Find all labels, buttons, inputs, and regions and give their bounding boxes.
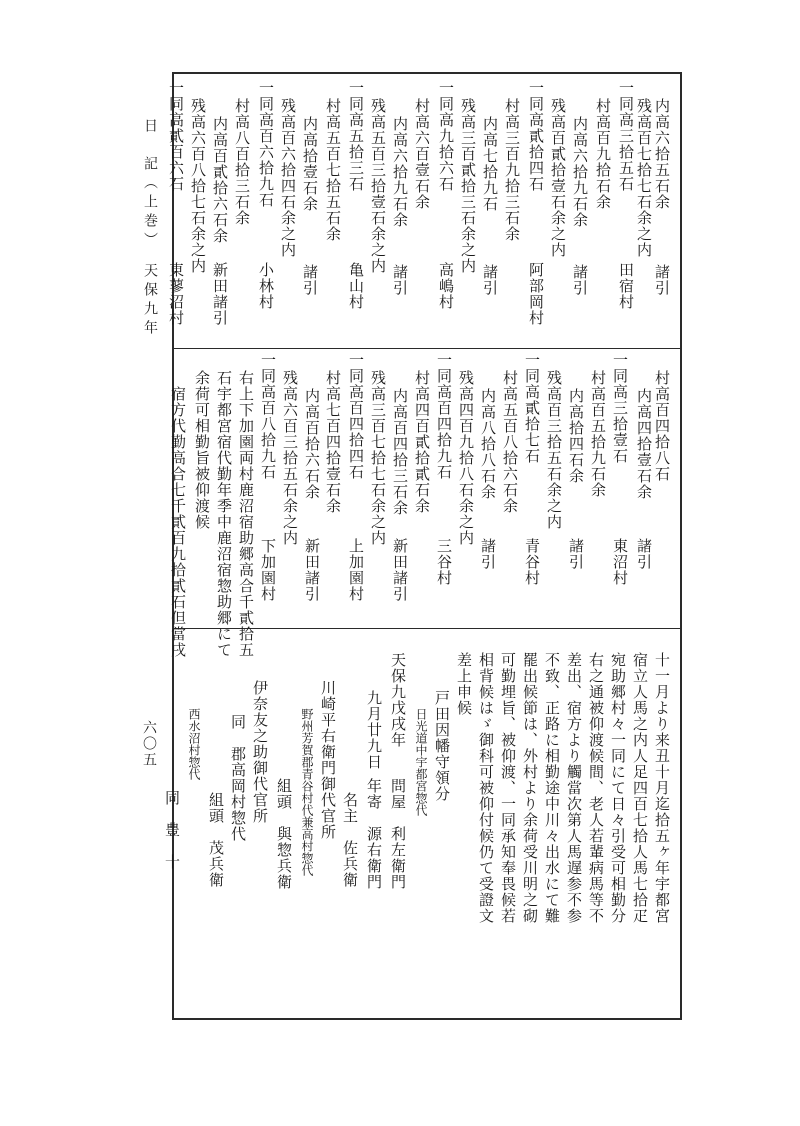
running-head: 日 記（上巻） 天保九年 [142,118,158,339]
section-1-line: 一同高九拾六石 [437,80,455,192]
section-3-line: 年寄 源右衛門 [365,778,383,890]
section-3-line: 同 郡高岡村惣代 [229,714,247,842]
section-2-line: 石宇都宮宿代勤年季中鹿沼宿惣助郷にて [215,370,233,658]
section-3-line: 宛助郷村々一同にて日々引受可相勤分 [609,652,627,924]
section-1-line: 残高百貳拾壹石余之内 [549,98,567,258]
section-1-line: 阿部岡村 [527,262,545,326]
section-1-line: 内高拾壹石余 [301,116,319,212]
section-1-line: 内高六拾九石余 [391,116,409,228]
section-1-line: 亀山村 [347,262,365,310]
section-1-line: 残高百七拾七石余之内 [635,98,653,258]
section-3-line: 野州芳賀郡青谷村代兼高村惣代 [300,708,314,876]
section-2-line: 内高四拾壹石余 [635,388,653,500]
section-2-line: 残高百三拾五石余之内 [545,370,563,530]
section-3-line: 十一月より来丑十月迄拾五ヶ年宇都宮 [653,652,671,924]
section-1-line: 諸引 [301,264,319,296]
section-2-line: 上加園村 [347,538,365,602]
section-1-line: 諸引 [391,264,409,296]
section-1-line: 小林村 [257,262,275,310]
section-1-line: 諸引 [481,264,499,296]
section-3-line: 伊奈友之助御代官所 [251,680,269,824]
section-1-line: 高嶋村 [437,262,455,310]
section-1-line: 一同高五拾三石 [347,80,365,192]
section-3-line: 相背候はゞ御科可被仰付候仍て受證文 [477,652,495,924]
section-3-line: 九月廿九日 [365,690,383,770]
section-3-line: 川崎平右衛門御代官所 [319,680,337,840]
section-3-line: 日光道中宇都宮惣代 [414,708,428,816]
section-2-line: 右上下加園両村鹿沼宿助郷高合千貳拾五 [237,370,255,658]
section-2-line: 内高百拾六石余 [303,388,321,500]
section-1-line: 新田諸引 [211,262,229,326]
section-2-line: 内高拾四石余 [567,388,585,484]
section-1-line: 東蓼沼村 [167,262,185,326]
section-1-line: 内高七拾九石 [481,116,499,212]
section-1-line: 内高百貳拾六石余 [211,116,229,244]
section-1-line: 一同高貳百六石 [167,80,185,192]
section-2-line: 余荷可相勤旨被仰渡候 [193,370,211,530]
section-1-line: 村高五百七拾五石余 [324,98,342,242]
section-1-line: 残高三百貳拾三石余之内 [459,98,477,274]
section-2-line: 宿方代勤高合七千貳百九拾貳石但當戌 [169,386,187,658]
section-2-line: 新田諸引 [303,538,321,602]
section-2-line: 諸引 [479,538,497,570]
section-1-line: 村高三百九拾三石余 [503,98,521,242]
section-1-line: 諸引 [653,264,671,296]
section-1-line: 内高六拾九石余 [571,116,589,228]
section-3-line: 組頭 茂兵衛 [207,792,225,888]
section-2-line: 残高三百七拾七石余之内 [369,370,387,546]
section-3-line: 不致、正路に相勤途中川々出水にて難 [543,652,561,924]
section-2-line: 青谷村 [523,538,541,586]
section-3-line: 天保九戊戌年 [389,652,407,748]
section-1-line: 田宿村 [617,262,635,310]
section-3-line: 罷出候節は、外村より余荷受川明之砌 [521,652,539,924]
section-1-line: 一同高百六拾九石 [257,80,275,208]
section-2-line: 村高百四拾八石 [653,370,671,482]
section-3-line: 差出、宿方より觸當次第人馬遅参不参 [565,652,583,924]
section-1-line: 村高八百拾三石余 [233,98,251,226]
section-2-line: 諸引 [635,538,653,570]
section-2-line: 一同高百四拾四石 [347,352,365,480]
section-1-line: 一同高貳拾四石 [527,80,545,192]
section-1-line: 一同高三拾五石 [617,80,635,192]
section-3-line: 右之通被仰渡候間、老人若輩病馬等不 [587,652,605,924]
section-2-line: 下加園村 [259,538,277,602]
section-2-line: 村高七百四拾壹石余 [324,370,342,514]
page-number: 六〇五 [141,720,157,768]
section-1-line: 諸引 [571,264,589,296]
section-2-line: 一同高貳拾七石 [523,352,541,464]
section-3-line: 戸田因幡守領分 [433,690,451,802]
section-3-line: 組頭 與惣兵衛 [275,778,293,890]
section-3-line: 差上申候 [455,652,473,716]
section-2-line: 一同高百八拾九石 [259,352,277,480]
section-1-line: 残高五百三拾壹石余之内 [369,98,387,274]
section-3-line: 名主 佐兵衛 [341,792,359,888]
section-3-line: 同 豊 十 [163,790,181,870]
section-2-line: 残高四百九拾八石余之内 [457,370,475,546]
section-2-line: 一同高百四拾九石 [435,352,453,480]
section-2-line: 三谷村 [435,538,453,586]
section-2-line: 村高百五拾九石余 [589,370,607,498]
section-3-line: 可勤埋旨、被仰渡、一同承知奉畏候若 [499,652,517,924]
section-2-line: 諸引 [567,538,585,570]
section-1-line: 内高六拾五石余 [653,98,671,210]
section-1-line: 残高百六拾四石余之内 [279,98,297,258]
section-2-line: 内高八拾八石余 [479,388,497,500]
section-2-line: 残高六百三拾五石余之内 [281,370,299,546]
section-3-line: 宿立人馬之内人足四百七拾人馬七拾疋 [631,652,649,924]
section-1-line: 残高六百八拾七石余之内 [189,98,207,274]
section-2-line: 一同高三拾壹石 [611,352,629,464]
section-3-line: 問屋 利左衛門 [389,778,407,890]
section-2-line: 東沼村 [611,538,629,586]
section-divider-1 [172,348,682,349]
section-2-line: 新田諸引 [391,538,409,602]
section-2-line: 内高百四拾三石余 [391,388,409,516]
section-2-line: 村高五百八拾六石余 [501,370,519,514]
section-3-line: 西水沼村惣代 [187,708,201,780]
section-2-line: 村高四百貳拾貳石余 [413,370,431,514]
section-1-line: 村高六百壹石余 [413,98,431,210]
section-1-line: 村高百九拾石余 [594,98,612,210]
